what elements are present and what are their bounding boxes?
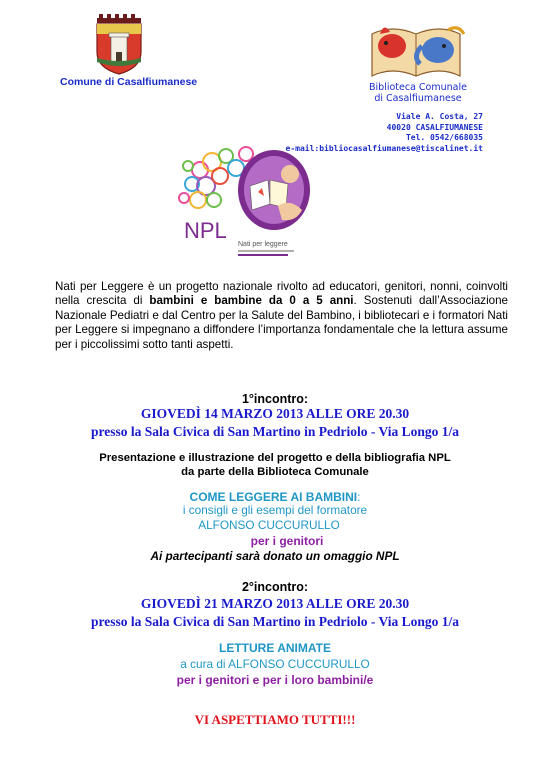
- intro-paragraph: [55, 280, 508, 352]
- meeting2-date: GIOVEDÌ 21 MARZO 2013 ALLE ORE 20.30: [140, 596, 410, 611]
- npl-tagline: Nati per leggere: [238, 241, 288, 248]
- intro-text-1: Nati per Leggere è un progetto nazionale rivolto ad educatori, genitori, nonni, coinvolti nella crescita di: [55, 280, 508, 308]
- library-postal: 40020 CASALFIUMANESE: [386, 122, 483, 132]
- library-phone: Tel. 0542/668035: [405, 133, 483, 142]
- npl-logo: [178, 140, 318, 265]
- meeting1-audience: per i genitori: [250, 534, 324, 548]
- meeting1-heading: 1°incontro:: [241, 392, 309, 406]
- meeting2-curator: a cura di ALFONSO CUCCURULLO: [180, 657, 370, 671]
- meeting1-desc-line1: Presentazione e illustrazione del progetto e della bibliografia NPL: [99, 452, 451, 464]
- library-name-line2: di Casalfiumanese: [374, 93, 462, 104]
- meeting1-date: GIOVEDÌ 14 MARZO 2013 ALLE ORE 20.30: [140, 406, 410, 421]
- meeting1-title: COME LEGGERE AI BAMBINI: [189, 490, 358, 504]
- library-email: e-mail:bibliocasalfiumanese@tiscalinet.it: [285, 143, 483, 153]
- library-address: Viale A. Costa, 27: [396, 112, 483, 121]
- comune-label: Comune di Casalfiumanese: [60, 76, 198, 88]
- meeting1-subtitle: i consigli e gli esempi del formatore: [182, 503, 368, 517]
- intro-bold-age: bambini e bambine da 0 a 5 anni: [149, 294, 354, 308]
- npl-acronym: NPL: [184, 218, 227, 243]
- meeting1-place: presso la Sala Civica di San Martino in Pedriolo - Via Longo 1/a: [90, 424, 460, 439]
- meeting1-gift: Ai partecipanti sarà donato un omaggio NPL: [150, 549, 400, 563]
- library-logo: [362, 16, 470, 82]
- library-name: [358, 82, 478, 104]
- meeting1-trainer: ALFONSO CUCCURULLO: [198, 518, 340, 532]
- meeting2-title: LETTURE ANIMATE: [219, 641, 331, 655]
- intro-text-2: . Sostenuti dall’Associazione Nazionale Pediatri e dal Centro per la Salute del Bambino, i bibliotecari e i formatori Nati per Leggere si impegnano a diffondere l’importanza fondamentale che la lettura assume per i piccolissimi sotto tanti aspetti.: [55, 294, 508, 351]
- municipal-crest-logo: [93, 14, 145, 76]
- meeting1-desc-line2: da parte della Biblioteca Comunale: [181, 466, 369, 478]
- meeting2-heading: 2°incontro:: [241, 580, 309, 594]
- closing-message: VI ASPETTIAMO TUTTI!!!: [194, 712, 356, 727]
- meeting2-place: presso la Sala Civica di San Martino in Pedriolo - Via Longo 1/a: [90, 614, 460, 629]
- meeting2-audience: per i genitori e per i loro bambini/e: [176, 673, 374, 687]
- library-name-line1: Biblioteca Comunale: [369, 82, 467, 93]
- meeting1-title-colon: :: [357, 490, 361, 504]
